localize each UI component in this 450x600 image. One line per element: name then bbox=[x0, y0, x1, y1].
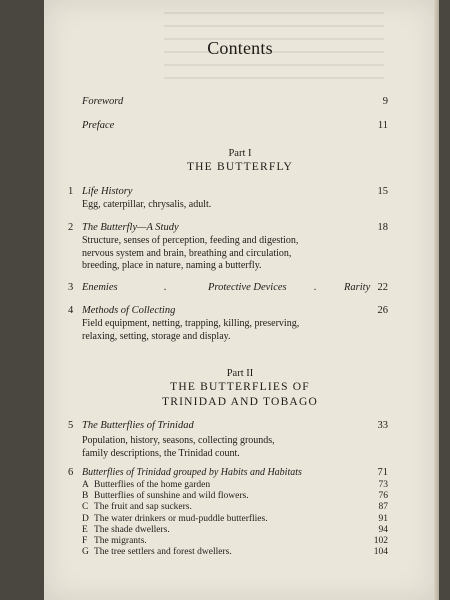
sub-entry-letter: A bbox=[82, 480, 89, 490]
chapter-3-title-protective: Protective Devices bbox=[208, 282, 287, 293]
sub-entry-text: Butterflies of sunshine and wild flowers. bbox=[94, 491, 249, 501]
chapter-5-number: 5 bbox=[68, 420, 74, 431]
foreword-page: 9 bbox=[382, 96, 388, 107]
sub-entry-text: The migrants. bbox=[94, 536, 147, 546]
sub-entry-page: 94 bbox=[378, 525, 388, 535]
chapter-4-number: 4 bbox=[68, 305, 74, 316]
book-page bbox=[44, 0, 436, 600]
chapter-6-number: 6 bbox=[68, 467, 74, 478]
chapter-2-page: 18 bbox=[377, 222, 388, 233]
sub-entry-text: Butterflies of the home garden bbox=[94, 480, 211, 490]
chapter-3-title-enemies: Enemies bbox=[82, 282, 118, 293]
part-2-label: Part II bbox=[226, 368, 254, 379]
chapter-2-desc-line: Structure, senses of perception, feeding and digestion, bbox=[82, 235, 299, 246]
sub-entry-text: The fruit and sap suckers. bbox=[94, 502, 192, 512]
sub-entry-text: The water drinkers or mud-puddle butterflies. bbox=[94, 514, 268, 524]
chapter-6-page: 71 bbox=[377, 467, 388, 478]
chapter-3-separator: . bbox=[164, 282, 167, 293]
chapter-5-desc-line: Population, history, seasons, collecting grounds, bbox=[82, 435, 275, 446]
chapter-5-title: The Butterflies of Trinidad bbox=[82, 420, 194, 431]
chapter-2-desc-line: nervous system and brain, breathing and circulation, bbox=[82, 247, 292, 259]
chapter-1-page: 15 bbox=[377, 186, 388, 197]
chapter-3-number: 3 bbox=[68, 282, 74, 293]
sub-entry-letter: C bbox=[82, 502, 89, 512]
sub-entry-letter: F bbox=[82, 536, 88, 546]
sub-entry-letter: D bbox=[82, 514, 89, 524]
sub-entry-page: 76 bbox=[378, 491, 388, 501]
sub-entry-page: 91 bbox=[378, 514, 388, 524]
part-1-label: Part I bbox=[228, 148, 252, 159]
sub-entry-page: 104 bbox=[373, 547, 388, 557]
sub-entry-text: The tree settlers and forest dwellers. bbox=[94, 547, 232, 557]
sub-entry-text: The shade dwellers. bbox=[94, 525, 170, 535]
chapter-4-desc-line: Field equipment, netting, trapping, killing, preserving, bbox=[82, 318, 300, 329]
preface-label: Preface bbox=[82, 120, 115, 131]
sub-entry-letter: E bbox=[82, 525, 88, 535]
chapter-1-number: 1 bbox=[68, 186, 74, 197]
page-edge bbox=[434, 0, 439, 600]
chapter-1-title: Life History bbox=[82, 186, 133, 197]
chapter-4-title: Methods of Collecting bbox=[82, 305, 176, 316]
chapter-5-desc-line: family descriptions, the Trinidad count. bbox=[82, 447, 240, 459]
sub-entry-page: 87 bbox=[378, 502, 388, 512]
chapter-4-desc-line: relaxing, setting, storage and display. bbox=[82, 330, 231, 342]
sub-entry-letter: B bbox=[82, 491, 89, 501]
chapter-3-separator: . bbox=[314, 282, 317, 293]
chapter-6-title: Butterflies of Trinidad grouped by Habits and Habitats bbox=[82, 467, 302, 478]
part-2-title-line: TRINIDAD AND TOBAGO bbox=[162, 396, 318, 408]
chapter-2-desc-line: breeding, place in nature, naming a butterfly. bbox=[82, 260, 262, 271]
sub-entry-page: 102 bbox=[373, 536, 388, 546]
sub-entry-page: 73 bbox=[378, 480, 388, 490]
chapter-3-page: 22 bbox=[377, 282, 388, 293]
foreword-label: Foreword bbox=[82, 96, 124, 107]
chapter-2-title: The Butterfly—A Study bbox=[82, 222, 179, 233]
part-2-title-line: THE BUTTERFLIES OF bbox=[170, 381, 310, 393]
chapter-5-page: 33 bbox=[377, 420, 388, 431]
chapter-1-desc-line: Egg, caterpillar, chrysalis, adult. bbox=[82, 199, 212, 210]
contents-title: Contents bbox=[207, 38, 273, 58]
chapter-4-page: 26 bbox=[377, 305, 388, 316]
preface-page: 11 bbox=[377, 120, 388, 131]
chapter-3-title-rarity: Rarity bbox=[344, 282, 371, 293]
chapter-2-number: 2 bbox=[68, 222, 74, 233]
part-1-title: THE BUTTERFLY bbox=[186, 161, 294, 173]
sub-entry-letter: G bbox=[82, 547, 89, 557]
